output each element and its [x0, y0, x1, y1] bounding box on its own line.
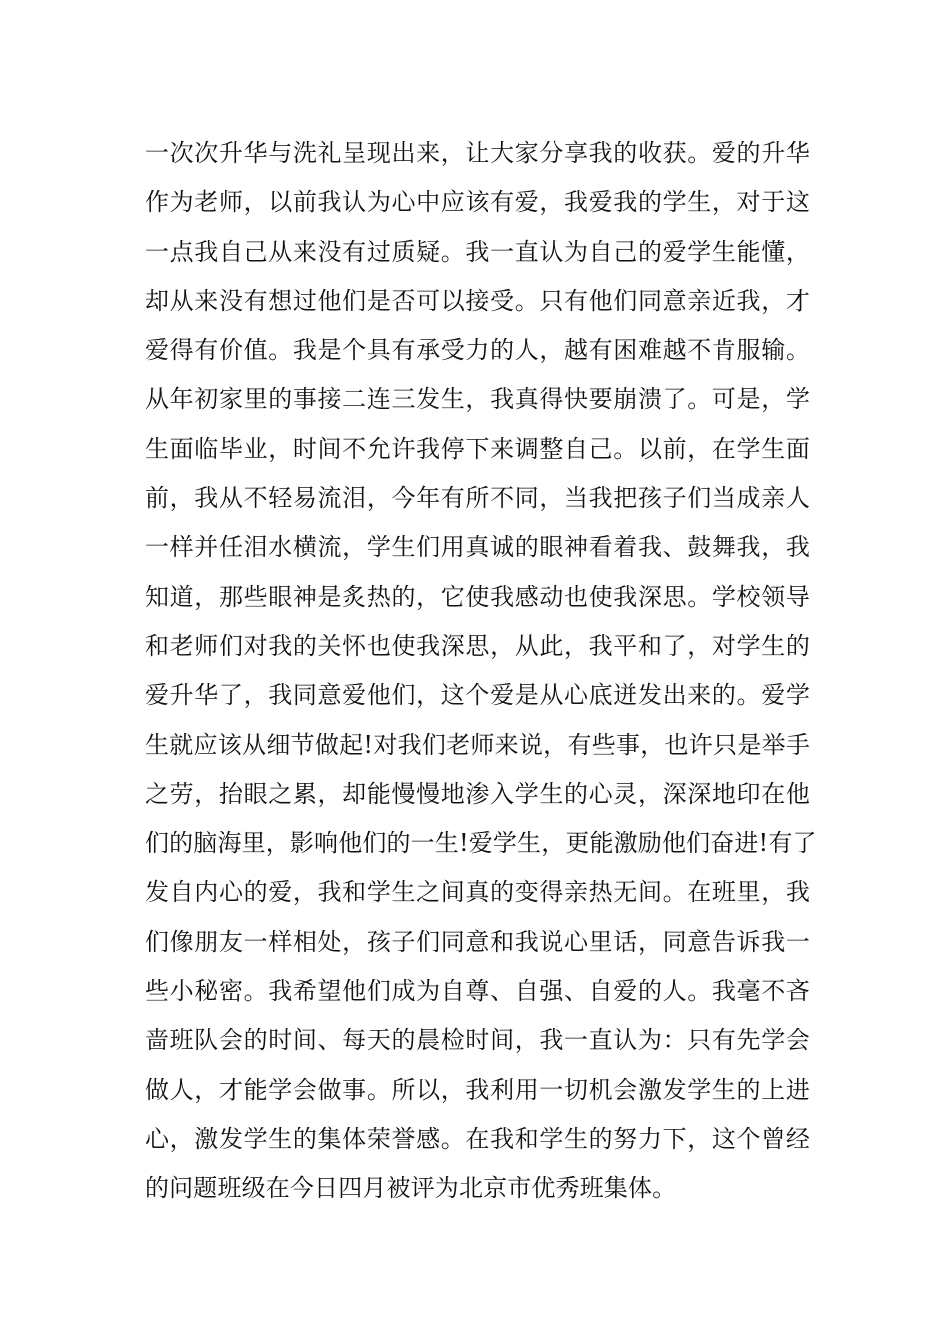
text-line: 的问题班级在今日四月被评为北京市优秀班集体。	[145, 1174, 677, 1203]
text-line: 生就应该从细节做起!对我们老师来说，有些事，也许只是举手	[145, 730, 810, 759]
text-line: 从年初家里的事接二连三发生，我真得快要崩溃了。可是，学	[145, 385, 810, 414]
text-line: 爱升华了，我同意爱他们，这个爱是从心底迸发出来的。爱学	[145, 681, 810, 710]
text-line: 作为老师，以前我认为心中应该有爱，我爱我的学生，对于这	[145, 188, 810, 217]
text-line: 知道，那些眼神是炙热的，它使我感动也使我深思。学校领导	[145, 582, 810, 611]
text-line: 一点我自己从来没有过质疑。我一直认为自己的爱学生能懂，	[145, 237, 810, 266]
text-line: 却从来没有想过他们是否可以接受。只有他们同意亲近我，才	[145, 286, 810, 315]
text-line: 前，我从不轻易流泪，今年有所不同，当我把孩子们当成亲人	[145, 484, 810, 513]
text-line: 爱得有价值。我是个具有承受力的人，越有困难越不肯服输。	[145, 336, 810, 365]
text-line: 一样并任泪水横流，学生们用真诚的眼神看着我、鼓舞我，我	[145, 533, 810, 562]
text-line: 之劳，抬眼之累，却能慢慢地渗入学生的心灵，深深地印在他	[145, 779, 810, 808]
body-text	[145, 129, 817, 1214]
text-line: 一次次升华与洗礼呈现出来，让大家分享我的收获。爱的升华	[145, 139, 810, 167]
text-line: 们的脑海里，影响他们的一生!爱学生，更能激励他们奋进!有了	[145, 829, 817, 858]
text-line: 们像朋友一样相处，孩子们同意和我说心里话，同意告诉我一	[145, 927, 810, 956]
text-line: 心，激发学生的集体荣誉感。在我和学生的努力下，这个曾经	[145, 1124, 810, 1153]
text-line: 啬班队会的时间、每天的晨检时间，我一直认为：只有先学会	[145, 1026, 810, 1055]
text-line: 做人，才能学会做事。所以，我利用一切机会激发学生的上进	[145, 1075, 810, 1104]
text-line: 生面临毕业，时间不允许我停下来调整自己。以前，在学生面	[145, 434, 810, 463]
text-line: 和老师们对我的关怀也使我深思，从此，我平和了，对学生的	[145, 631, 810, 660]
text-line: 些小秘密。我希望他们成为自尊、自强、自爱的人。我毫不吝	[145, 977, 810, 1006]
text-line: 发自内心的爱，我和学生之间真的变得亲热无间。在班里，我	[145, 878, 810, 907]
